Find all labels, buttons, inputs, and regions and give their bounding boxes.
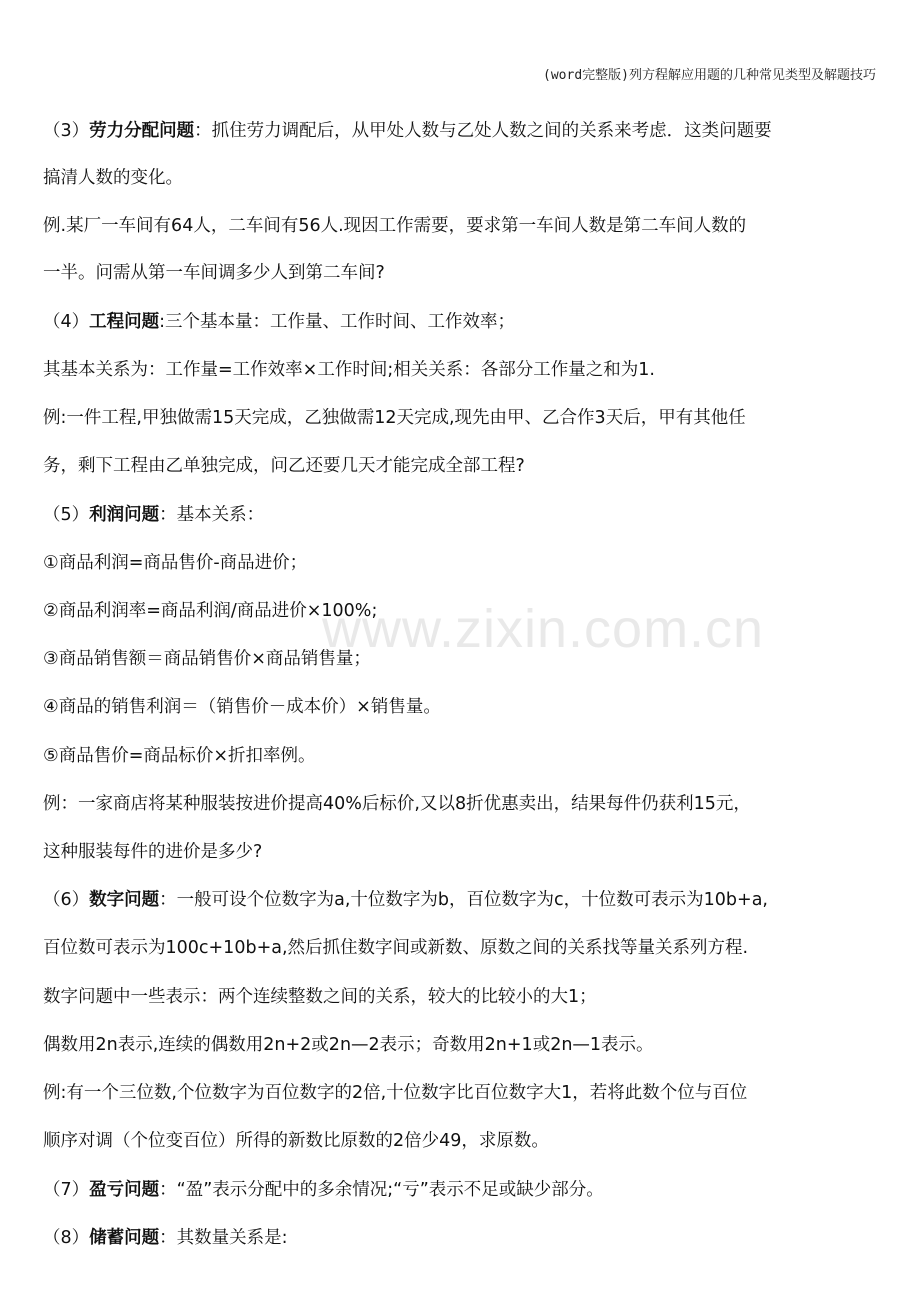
section-number: （6） xyxy=(43,890,90,910)
text-line xyxy=(43,309,881,335)
line-text: 例：一家商店将某种服装按进价提高40%后标价,又以8折优惠卖出，结果每件仍获利15元， xyxy=(43,794,751,814)
line-text: 务，剩下工程由乙单独完成，问乙还要几天才能完成全部工程? xyxy=(43,456,525,476)
line-text: ⑤商品售价=商品标价×折扣率例。 xyxy=(43,746,316,766)
line-text: ：基本关系： xyxy=(159,505,265,525)
text-line xyxy=(43,839,881,865)
line-text: 搞清人数的变化。 xyxy=(43,168,183,188)
section-heading: 储蓄问题 xyxy=(89,1228,160,1248)
section-heading: 盈亏问题 xyxy=(89,1180,160,1200)
line-text: ：抓住劳力调配后，从甲处人数与乙处人数之间的关系来考虑．这类问题要 xyxy=(194,121,772,141)
line-text: ③商品销售额＝商品销售价×商品销售量； xyxy=(43,649,371,669)
text-line xyxy=(43,502,881,528)
text-line xyxy=(43,598,881,624)
watermark: www.zixin.com.cn xyxy=(322,599,765,659)
text-line xyxy=(43,260,881,286)
text-line xyxy=(43,550,881,576)
section-heading: 数字问题 xyxy=(89,890,160,910)
line-text: 例:有一个三位数,个位数字为百位数字的2倍,十位数字比百位数字大1，若将此数个位与百位 xyxy=(43,1083,748,1103)
text-line xyxy=(43,1225,881,1251)
text-line xyxy=(43,357,881,383)
text-line xyxy=(43,694,881,720)
line-text: 百位数可表示为100c+10b+a,然后抓住数字间或新数、原数之间的关系找等量关系列方程. xyxy=(43,938,749,958)
section-number: （7） xyxy=(43,1180,90,1200)
text-line xyxy=(43,887,881,913)
section-heading: 劳力分配问题 xyxy=(89,121,195,141)
text-line xyxy=(43,453,881,479)
line-text: 其基本关系为：工作量=工作效率×工作时间;相关关系：各部分工作量之和为1. xyxy=(43,360,655,380)
line-text: ④商品的销售利润＝（销售价－成本价）×销售量。 xyxy=(43,697,441,717)
line-text: 偶数用2n表示,连续的偶数用2n+2或2n—2表示；奇数用2n+1或2n—1表示。 xyxy=(43,1035,654,1055)
document-header: (word完整版)列方程解应用题的几种常见类型及解题技巧 xyxy=(543,68,876,83)
text-line xyxy=(43,1177,881,1203)
line-text: ：其数量关系是: xyxy=(159,1228,288,1248)
section-number: （5） xyxy=(43,505,90,525)
line-text: 例:一件工程,甲独做需15天完成，乙独做需12天完成,现先由甲、乙合作3天后，甲有其他任 xyxy=(43,408,746,428)
section-number: （3） xyxy=(43,121,90,141)
line-text: 例.某厂一车间有64人，二车间有56人.现因工作需要，要求第一车间人数是第二车间人数的 xyxy=(43,216,747,236)
text-line xyxy=(43,1080,881,1106)
line-text: ①商品利润=商品售价-商品进价； xyxy=(43,553,308,573)
text-line xyxy=(43,984,881,1010)
line-text: ：“盈”表示分配中的多余情况;“亏”表示不足或缺少部分。 xyxy=(159,1180,604,1200)
text-line xyxy=(43,1128,881,1154)
line-text: :三个基本量：工作量、工作时间、工作效率； xyxy=(159,312,516,332)
line-text: ②商品利润率=商品利润/商品进价×100%; xyxy=(43,601,378,621)
section-number: （4） xyxy=(43,312,90,332)
section-heading: 利润问题 xyxy=(89,505,160,525)
line-text: ：一般可设个位数字为a,十位数字为b，百位数字为c，十位数可表示为10b+a, xyxy=(159,890,768,910)
text-line xyxy=(43,1032,881,1058)
line-text: 顺序对调（个位变百位）所得的新数比原数的2倍少49，求原数。 xyxy=(43,1131,549,1151)
text-line xyxy=(43,165,881,191)
section-number: （8） xyxy=(43,1228,90,1248)
line-text: 这种服装每件的进价是多少? xyxy=(43,842,263,862)
text-line xyxy=(43,791,881,817)
text-line xyxy=(43,935,881,961)
line-text: 数字问题中一些表示：两个连续整数之间的关系，较大的比较小的大1； xyxy=(43,987,597,1007)
text-line xyxy=(43,405,881,431)
section-heading: 工程问题 xyxy=(89,312,160,332)
line-text: 一半。问需从第一车间调多少人到第二车间? xyxy=(43,263,385,283)
text-line xyxy=(43,213,881,239)
text-line xyxy=(43,743,881,769)
text-line xyxy=(43,118,881,144)
text-line xyxy=(43,646,881,672)
